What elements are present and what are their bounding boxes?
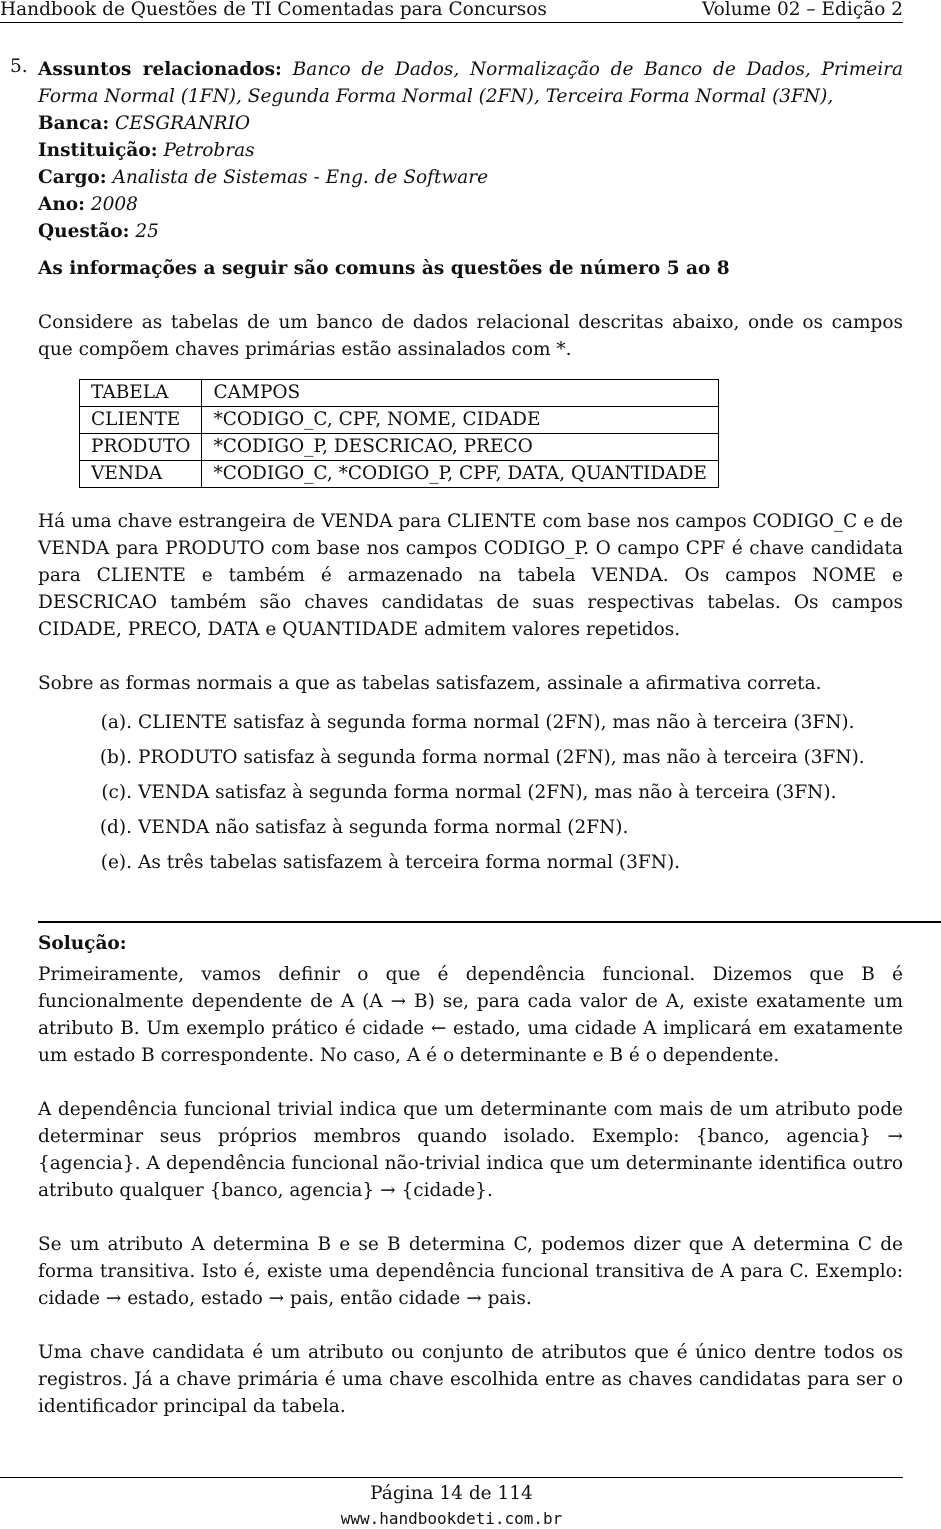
prompt-paragraph: Sobre as formas normais a que as tabelas satisfazem, assinale a afirmativa correta. <box>38 673 822 694</box>
table-header-cell: TABELA <box>80 380 202 407</box>
question-number: 5. <box>10 56 28 77</box>
assuntos-value: Banco de Dados, Normalização de Banco de Dados, Primeira Forma Normal (1FN), Segunda Forma Normal (2FN), Terceira Forma Normal (3FN), <box>38 59 904 107</box>
ano-value: 2008 <box>90 194 138 215</box>
option-label: (d). <box>99 817 132 838</box>
footer-url[interactable]: www.handbookdeti.com.br <box>340 1509 563 1528</box>
cargo-label: Cargo: <box>38 167 107 188</box>
questao-label: Questão: <box>38 221 130 242</box>
instituicao-label: Instituição: <box>38 140 158 161</box>
options-list <box>88 705 903 880</box>
table-header-cell: CAMPOS <box>202 380 718 407</box>
instituicao-value: Petrobras <box>163 140 255 161</box>
intro-paragraph: Considere as tabelas de um banco de dados relacional descritas abaixo, onde os campos que compõem chaves primárias estão assinalados com *. <box>38 312 903 360</box>
solution-paragraph-2: A dependência funcional trivial indica que um determinante com mais de um atributo pode determinar seus próprios membros quando isolado. Exemplo: {banco, agencia} → {agencia}. A dependência funcional não-trivial indica que um determinante identifica outro atributo qualquer {banco, agencia} → {cidade}. <box>38 1099 903 1201</box>
banca-value: CESGRANRIO <box>115 113 251 134</box>
option-b <box>88 740 903 775</box>
option-text: PRODUTO satisfaz à segunda forma normal (2FN), mas não à terceira (3FN). <box>138 747 865 768</box>
questao-value: 25 <box>135 221 159 242</box>
header-title: Handbook de Questões de TI Comentadas para Concursos <box>0 0 547 20</box>
solution-paragraph-4: Uma chave candidata é um atributo ou conjunto de atributos que é único dentre todos os registros. Já a chave primária é uma chave escolhida entre as chaves candidatas para ser o identificador principal da tabela. <box>38 1342 903 1417</box>
description-paragraph: Há uma chave estrangeira de VENDA para CLIENTE com base nos campos CODIGO_C e de VENDA para PRODUTO com base nos campos CODIGO_P. O campo CPF é chave candidata para CLIENTE e também é armazenado na tabela VENDA. Os campos NOME e DESCRICAO também são chaves candidatas de suas respectivas tabelas. Os campos CIDADE, PRECO, DATA e QUANTIDADE admitem valores repetidos. <box>38 511 903 640</box>
table-row <box>80 461 719 488</box>
option-a <box>88 705 903 740</box>
table-row <box>80 434 719 461</box>
footer-divider <box>0 1477 903 1478</box>
option-d <box>88 810 903 845</box>
ano-label: Ano: <box>38 194 85 215</box>
option-label: (b). <box>99 747 132 768</box>
table-cell: CLIENTE <box>80 407 202 434</box>
ano-line <box>38 191 903 218</box>
instituicao-line <box>38 137 903 164</box>
table-cell: *CODIGO_C, CPF, NOME, CIDADE <box>202 407 718 434</box>
page-number: Página 14 de 114 <box>370 1483 533 1504</box>
table-cell: *CODIGO_P, DESCRICAO, PRECO <box>202 434 718 461</box>
option-text: VENDA satisfaz à segunda forma normal (2FN), mas não à terceira (3FN). <box>138 782 837 803</box>
assuntos-line <box>38 56 903 110</box>
table-cell: VENDA <box>80 461 202 488</box>
question-block <box>10 56 904 880</box>
table-cell: *CODIGO_C, *CODIGO_P, CPF, DATA, QUANTIDADE <box>202 461 718 488</box>
banca-line <box>38 110 903 137</box>
option-label: (e). <box>100 852 132 873</box>
section-divider <box>38 921 941 923</box>
cargo-value: Analista de Sistemas - Eng. de Software <box>112 167 489 188</box>
banca-label: Banca: <box>38 113 110 134</box>
cargo-line <box>38 164 903 191</box>
page-header <box>0 0 903 23</box>
option-text: VENDA não satisfaz à segunda forma normal (2FN). <box>138 817 629 838</box>
option-text: As três tabelas satisfazem à terceira forma normal (3FN). <box>138 852 681 873</box>
table-row <box>80 407 719 434</box>
option-e <box>88 845 903 880</box>
solution-block <box>38 930 903 1420</box>
option-label: (a). <box>100 712 132 733</box>
assuntos-label: Assuntos relacionados: <box>38 59 282 80</box>
solution-paragraph-1: Primeiramente, vamos definir o que é dependência funcional. Dizemos que B é funcionalmente dependente de A (A → B) se, para cada valor de A, existe exatamente um atributo B. Um exemplo prático é cidade ← estado, uma cidade A implicará em exatamente um estado B correspondente. No caso, A é o determinante e B é o dependente. <box>38 964 903 1066</box>
questao-line <box>38 218 903 245</box>
table-cell: PRODUTO <box>80 434 202 461</box>
common-info-heading: As informações a seguir são comuns às questões de número 5 ao 8 <box>38 258 730 279</box>
header-volume: Volume 02 – Edição 2 <box>702 0 903 20</box>
solution-title: Solução: <box>38 933 127 954</box>
option-c <box>88 775 903 810</box>
option-label: (c). <box>101 782 132 803</box>
tables-description <box>79 379 719 488</box>
table-header-row <box>80 380 719 407</box>
option-text: CLIENTE satisfaz à segunda forma normal (2FN), mas não à terceira (3FN). <box>138 712 855 733</box>
solution-paragraph-3: Se um atributo A determina B e se B determina C, podemos dizer que A determina C de forma transitiva. Isto é, existe uma dependência funcional transitiva de A para C. Exemplo: cidade → estado, estado → pais, então cidade → pais. <box>38 1234 903 1309</box>
